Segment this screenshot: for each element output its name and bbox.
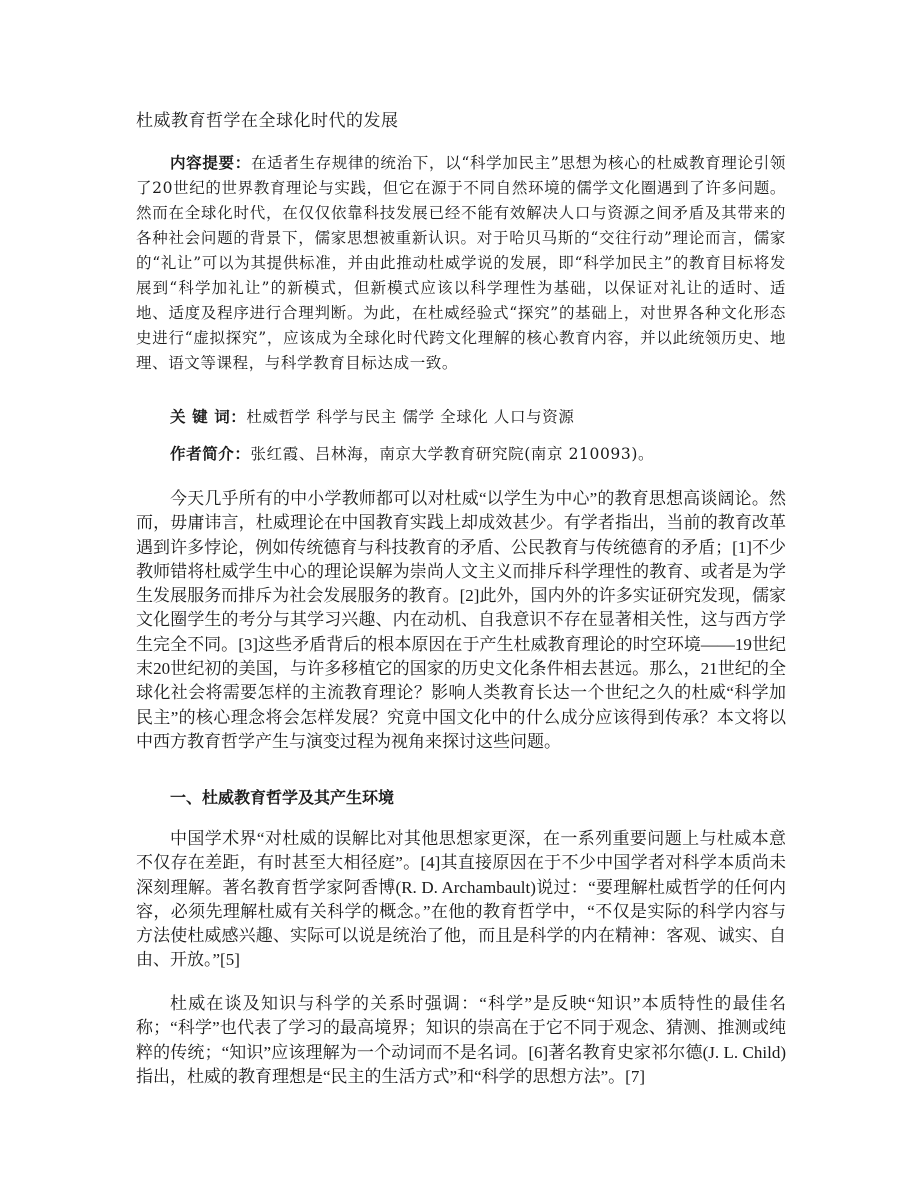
author-text: 张红霞、吕林海，南京大学教育研究院(南京 210093)。	[250, 445, 655, 463]
section1-paragraph-2: 杜威在谈及知识与科学的关系时强调：“科学”是反映“知识”本质特性的最佳名称；“科学”也代表了学习的最高境界；知识的崇高在于它不同于观念、猜测、推测或纯粹的传统；“知识”应该理解为一个动词而不是名词。[6]著名教育史家祁尔德(J. L. Child)指出，杜威的教育理想是“民主的生活方式”和“科学的思想方法”。[7]	[136, 994, 786, 1086]
abstract-text: 在适者生存规律的统治下，以“科学加民主”思想为核心的杜威教育理论引领了20世纪的世界教育理论与实践，但它在源于不同自然环境的儒学文化圈遇到了许多问题。然而在全球化时代，在仅仅依靠科技发展已经不能有效解决人口与资源之间矛盾及其带来的各种社会问题的背景下，儒家思想被重新认识。对于哈贝马斯的“交往行动”理论而言，儒家的“礼让”可以为其提供标准，并由此推动杜威学说的发展，即“科学加民主”的教育目标将发展到“科学加礼让”的新模式，但新模式应该以科学理性为基础，以保证对礼让的适时、适地、适度及程序进行合理判断。为此，在杜威经验式“探究”的基础上，对世界各种文化形态史进行“虚拟探究”，应该成为全球化时代跨文化理解的核心教育内容，并以此统领历史、地理、语文等课程，与科学教育目标达成一致。	[136, 154, 786, 372]
section1-paragraph-1: 中国学术界“对杜威的误解比对其他思想家更深，在一系列重要问题上与杜威本意不仅存在差距，有时甚至大相径庭”。[4]其直接原因在于不少中国学者对科学本质尚未深刻理解。著名教育哲学家阿香博(R. D. Archambault)说过：“要理解杜威哲学的任何内容，必须先理解杜威有关科学的概念。”在他的教育哲学中，“不仅是实际的科学内容与方法使杜威感兴趣、实际可以说是统治了他，而且是科学的内在精神：客观、诚实、自由、开放。”[5]	[136, 829, 786, 970]
author-info	[136, 441, 786, 467]
intro-paragraph: 今天几乎所有的中小学教师都可以对杜威“以学生为中心”的教育思想高谈阔论。然而，毋庸讳言，杜威理论在中国教育实践上却成效甚少。有学者指出，当前的教育改革遇到许多悖论，例如传统德育与科技教育的矛盾、公民教育与传统德育的矛盾；[1]不少教师错将杜威学生中心的理论误解为崇尚人文主义而排斥科学理性的教育、或者是为学生发展服务而排斥为社会发展服务的教育。[2]此外，国内外的许多实证研究发现，儒家文化圈学生的考分与其学习兴趣、内在动机、自我意识不存在显著相关性，这与西方学生完全不同。[3]这些矛盾背后的根本原因在于产生杜威教育理论的时空环境——19世纪末20世纪初的美国，与许多移植它的国家的历史文化条件相去甚远。那么，21世纪的全球化社会将需要怎样的主流教育理论？影响人类教育长达一个世纪之久的杜威“科学加民主”的核心理念将会怎样发展？究竟中国文化中的什么成分应该得到传承？本文将以中西方教育哲学产生与演变过程为视角来探讨这些问题。	[136, 489, 786, 751]
author-label: 作者简介：	[170, 444, 251, 463]
section-heading: 一、杜威教育哲学及其产生环境	[170, 788, 395, 807]
keywords	[136, 404, 786, 430]
keywords-label: 关 键 词：	[170, 407, 247, 426]
keywords-text: 杜威哲学 科学与民主 儒学 全球化 人口与资源	[246, 408, 575, 426]
abstract-label: 内容提要：	[170, 153, 251, 172]
abstract	[136, 150, 786, 376]
article-title: 杜威教育哲学在全球化时代的发展	[136, 111, 399, 131]
